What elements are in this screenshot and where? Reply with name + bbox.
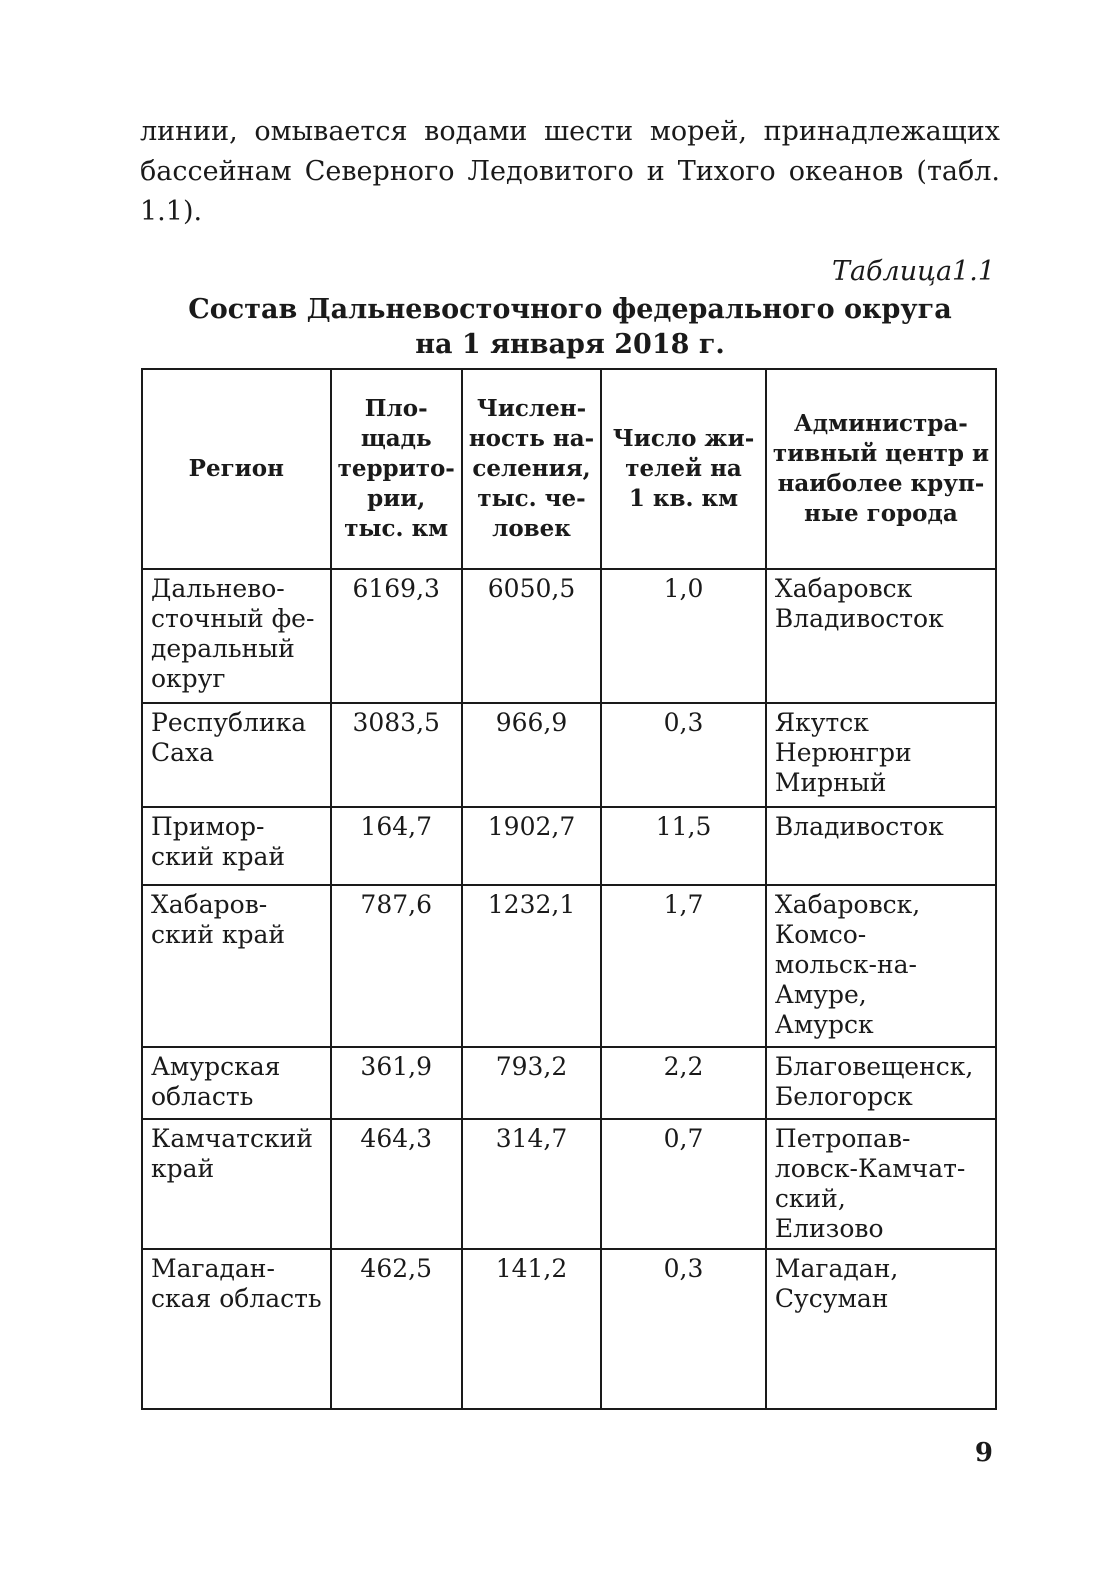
cell-line: Администра-	[794, 410, 968, 437]
cell-line: край	[151, 1154, 215, 1183]
cell-line: сточный фе-	[151, 604, 315, 633]
cell-line: наиболее круп-	[777, 470, 985, 497]
cell-area: 164,7	[331, 807, 462, 885]
intro-line: бассейнам Северного Ледовитого и Тихого океанов (табл.	[140, 156, 1000, 187]
cell-line: Мирный	[774, 768, 887, 797]
cell-population: 141,2	[462, 1249, 601, 1409]
cell-line: Амурск	[774, 1010, 874, 1039]
table-title	[140, 292, 1000, 362]
cell-line: ский край	[151, 920, 286, 949]
table-header-row	[142, 369, 996, 569]
cell-line: Числен-	[476, 395, 587, 422]
cell-centers	[766, 1249, 996, 1409]
cell-centers	[766, 807, 996, 885]
cell-line: Саха	[151, 738, 215, 767]
cell-line: тивный центр и	[772, 440, 989, 467]
cell-centers	[766, 1119, 996, 1249]
cell-line: Регион	[188, 455, 284, 482]
cell-density: 0,3	[601, 703, 766, 807]
cell-line: Хабаровск,	[774, 890, 921, 919]
cell-line: Хабаров-	[151, 890, 268, 919]
cell-population: 6050,5	[462, 569, 601, 703]
cell-line: тыс. че-	[477, 485, 586, 512]
cell-line: Дальнево-	[151, 574, 285, 603]
cell-line: Белогорск	[774, 1082, 913, 1111]
cell-line: Петропав-	[774, 1124, 911, 1153]
table-row	[142, 703, 996, 807]
cell-region	[142, 1249, 331, 1409]
cell-region	[142, 807, 331, 885]
cell-density: 0,3	[601, 1249, 766, 1409]
cell-population: 1902,7	[462, 807, 601, 885]
table-caption: Таблица1.1	[831, 256, 995, 287]
cell-line: Нерюнгри	[774, 738, 912, 767]
cell-line: ский край	[151, 842, 286, 871]
regions-table	[141, 368, 997, 1410]
cell-region	[142, 703, 331, 807]
cell-line: Пло-	[364, 395, 428, 422]
intro-line: линии, омывается водами шести морей, принадлежащих	[140, 116, 1000, 147]
cell-line: Амурская	[151, 1052, 281, 1081]
cell-line: Комсо-	[774, 920, 867, 949]
cell-centers	[766, 569, 996, 703]
cell-line: Примор-	[151, 812, 265, 841]
header-area	[331, 369, 462, 569]
cell-population: 1232,1	[462, 885, 601, 1047]
cell-line: ский,	[774, 1184, 846, 1213]
intro-line: 1.1).	[140, 196, 203, 227]
header-population	[462, 369, 601, 569]
cell-area: 3083,5	[331, 703, 462, 807]
cell-region	[142, 1047, 331, 1119]
cell-density: 0,7	[601, 1119, 766, 1249]
cell-line: ные города	[804, 500, 958, 527]
cell-line: 1 кв. км	[628, 485, 739, 512]
cell-line: Благовещенск,	[774, 1052, 974, 1081]
table-row	[142, 569, 996, 703]
header-centers	[766, 369, 996, 569]
table-row	[142, 885, 996, 1047]
cell-area: 462,5	[331, 1249, 462, 1409]
cell-line: телей на	[625, 455, 742, 482]
cell-area: 787,6	[331, 885, 462, 1047]
cell-line: Магадан-	[151, 1254, 275, 1283]
table-title-line: на 1 января 2018 г.	[415, 329, 725, 360]
cell-area: 464,3	[331, 1119, 462, 1249]
page-number: 9	[974, 1438, 993, 1468]
cell-area: 6169,3	[331, 569, 462, 703]
cell-line: Владивосток	[774, 604, 944, 633]
cell-line: Елизово	[774, 1214, 884, 1243]
cell-region	[142, 569, 331, 703]
cell-line: область	[151, 1082, 254, 1111]
cell-line: Камчатский	[151, 1124, 313, 1153]
cell-line: тыс. км	[344, 515, 449, 542]
cell-line: Амуре,	[774, 980, 867, 1009]
cell-centers	[766, 1047, 996, 1119]
header-density	[601, 369, 766, 569]
cell-centers	[766, 703, 996, 807]
cell-region	[142, 885, 331, 1047]
cell-line: Владивосток	[774, 812, 944, 841]
cell-region	[142, 1119, 331, 1249]
cell-line: ловек	[492, 515, 571, 542]
cell-density: 2,2	[601, 1047, 766, 1119]
table-row	[142, 1249, 996, 1409]
cell-line: ская область	[151, 1284, 322, 1313]
cell-line: Якутск	[774, 708, 869, 737]
cell-line: Магадан,	[774, 1254, 899, 1283]
table-title-line: Состав Дальневосточного федерального округа	[188, 294, 952, 325]
cell-line: Сусуман	[774, 1284, 889, 1313]
cell-line: ловск-Камчат-	[774, 1154, 966, 1183]
cell-area: 361,9	[331, 1047, 462, 1119]
cell-line: террито-	[337, 455, 455, 482]
intro-paragraph	[140, 112, 1000, 232]
cell-density: 1,7	[601, 885, 766, 1047]
cell-centers	[766, 885, 996, 1047]
table-row	[142, 1047, 996, 1119]
cell-population: 314,7	[462, 1119, 601, 1249]
cell-line: ность на-	[468, 425, 595, 452]
cell-line: рии,	[367, 485, 426, 512]
cell-line: деральный	[151, 634, 295, 663]
header-region	[142, 369, 331, 569]
cell-line: селения,	[472, 455, 591, 482]
cell-density: 11,5	[601, 807, 766, 885]
cell-line: мольск-на-	[774, 950, 917, 979]
cell-line: Республика	[151, 708, 307, 737]
table-row	[142, 807, 996, 885]
cell-line: округ	[151, 664, 226, 693]
cell-density: 1,0	[601, 569, 766, 703]
cell-population: 793,2	[462, 1047, 601, 1119]
cell-line: Число жи-	[612, 425, 755, 452]
cell-line: Хабаровск	[774, 574, 913, 603]
table-row	[142, 1119, 996, 1249]
cell-line: щадь	[360, 425, 432, 452]
cell-population: 966,9	[462, 703, 601, 807]
